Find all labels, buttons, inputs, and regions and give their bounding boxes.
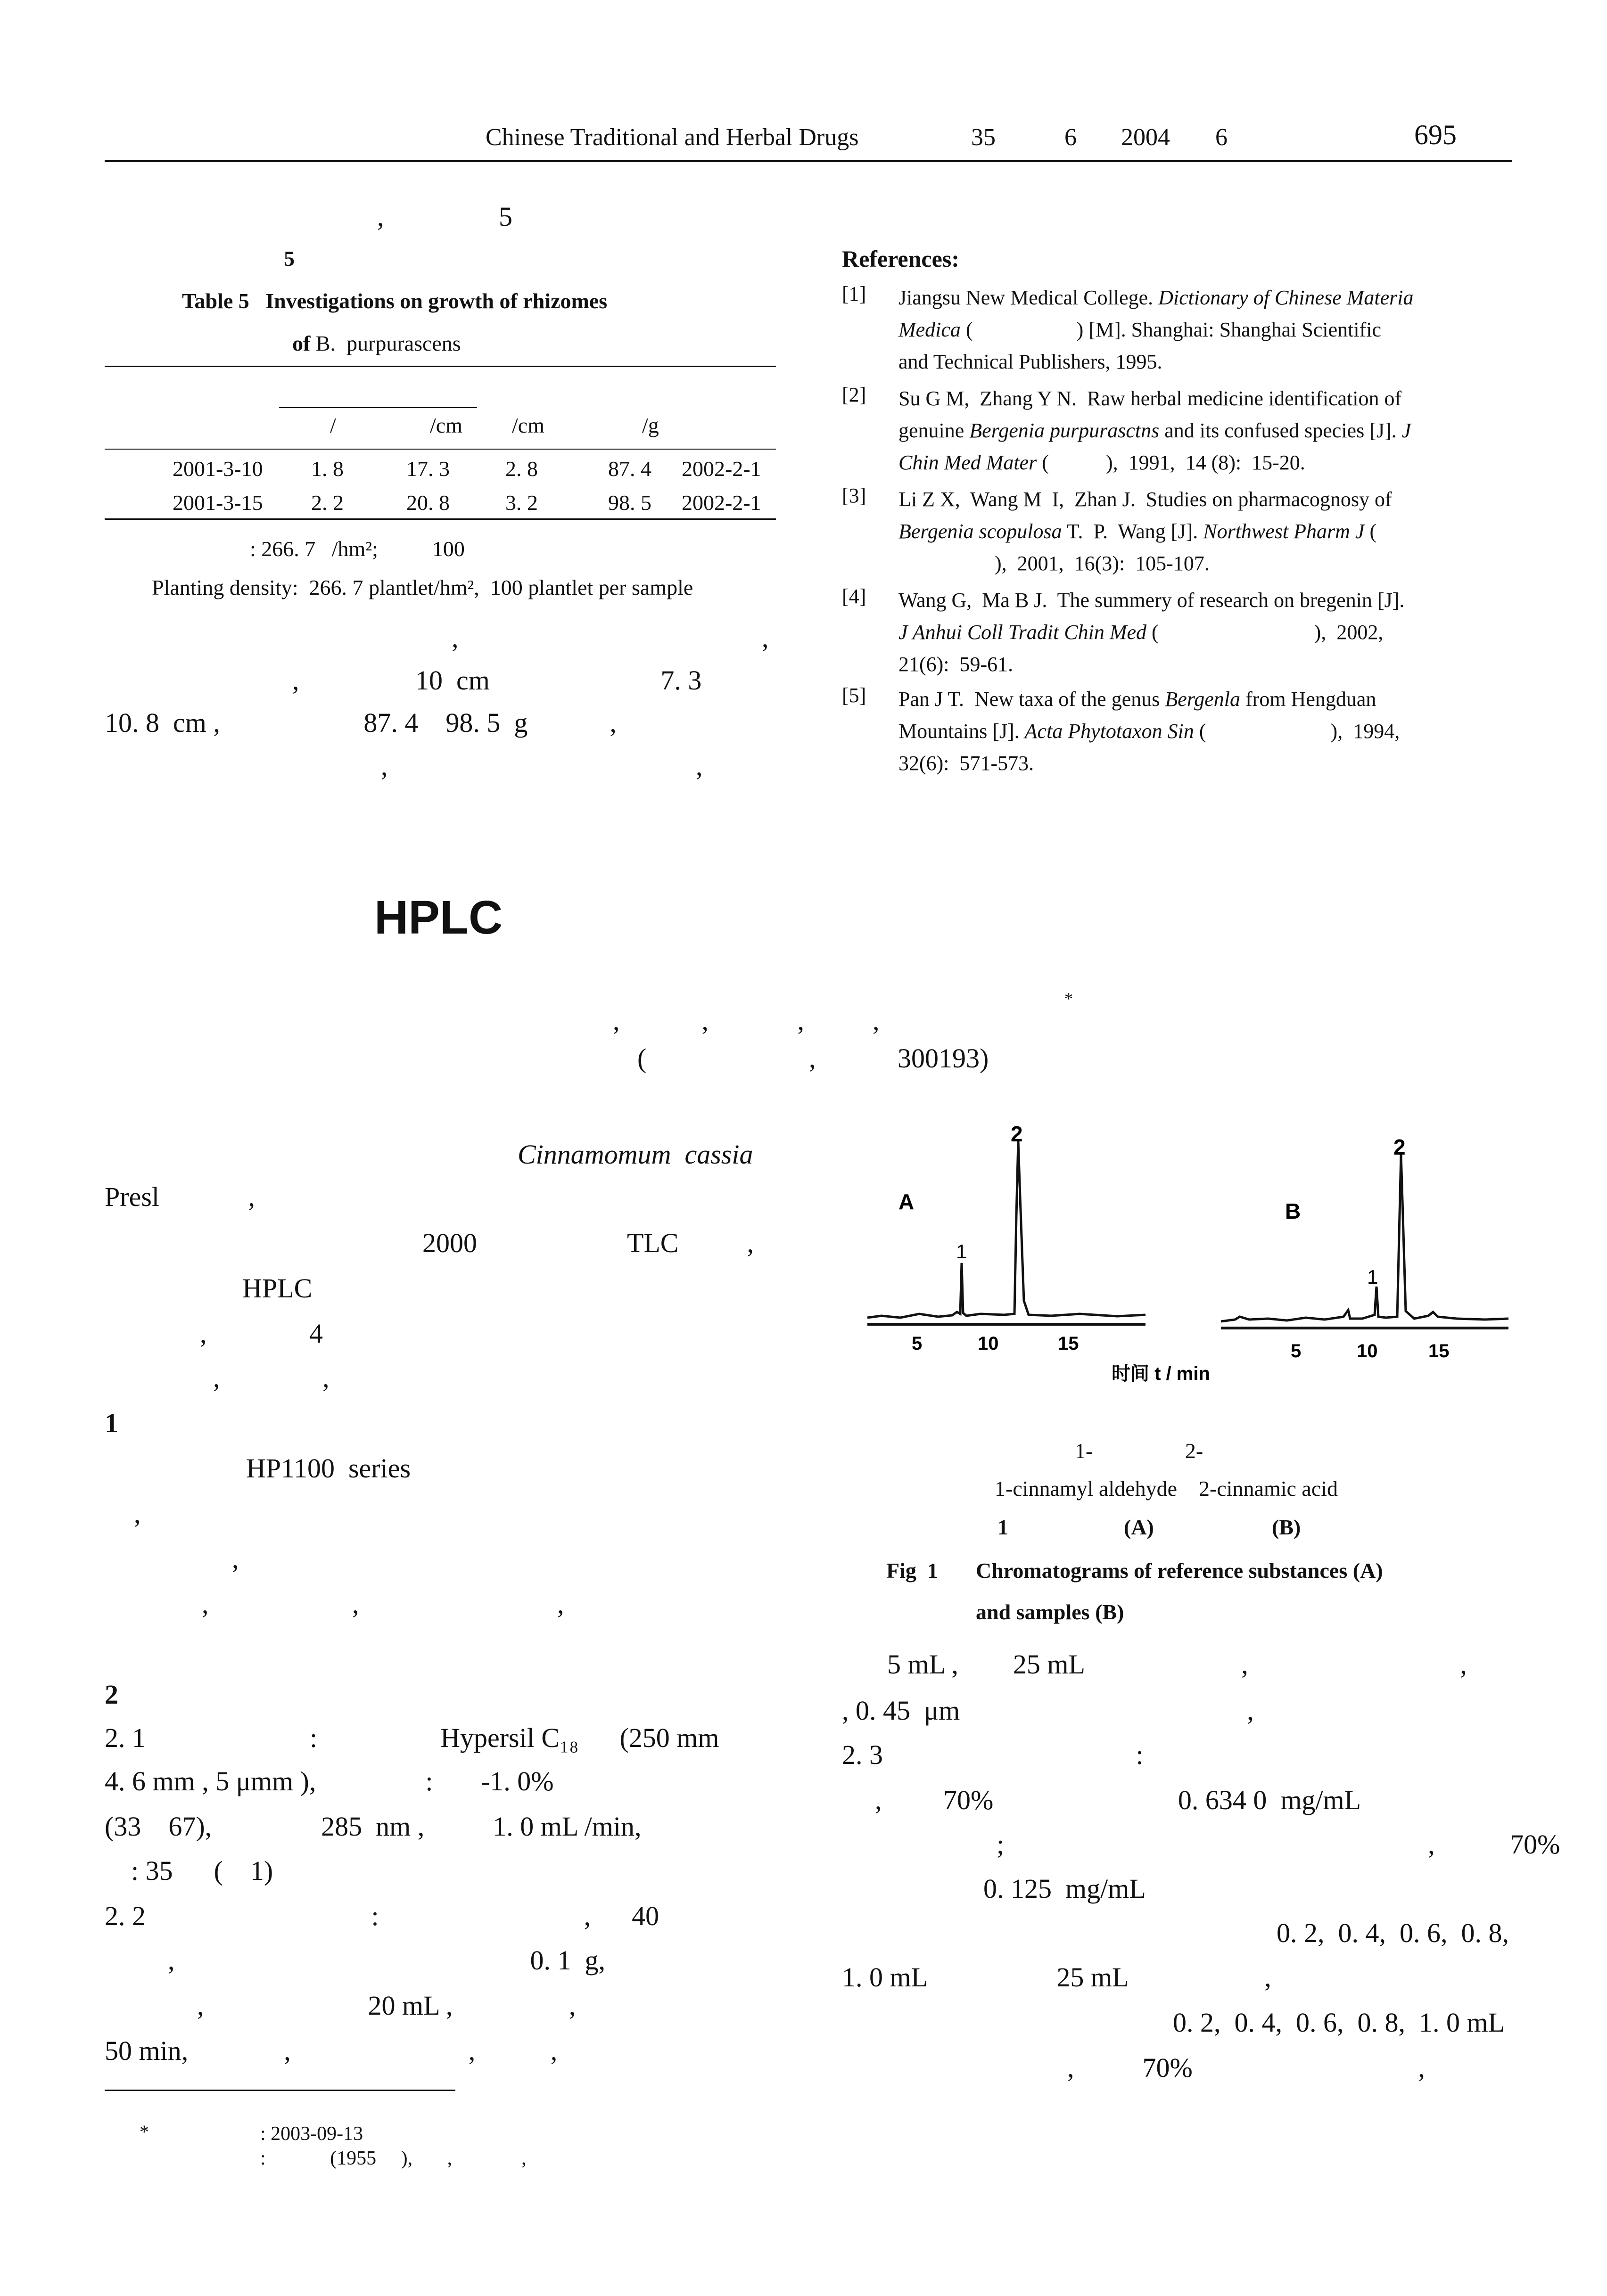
tick-label: 5 xyxy=(1291,1341,1302,1361)
panel-label-b: B xyxy=(1285,1199,1301,1223)
text-line: , 20 mL , , xyxy=(197,1990,576,2021)
issue-number: 6 xyxy=(1064,124,1077,151)
figure-legend: 1- 2- xyxy=(1075,1439,1203,1463)
figure-caption-b: (B) xyxy=(1272,1515,1301,1539)
page-number: 695 xyxy=(1414,119,1457,150)
panel-label-a: A xyxy=(898,1189,915,1214)
text-line: , , , xyxy=(202,1589,564,1619)
reference-number: [3] xyxy=(842,484,866,507)
author-asterisk: * xyxy=(1064,989,1073,1008)
reference-text: Li Z X, Wang M I, Zhan J. Studies on pharmacognosy of xyxy=(898,488,1392,511)
text-line: 10. 8 cm , 87. 4 98. 5 g , xyxy=(105,707,617,738)
text-line: , , xyxy=(213,1362,330,1393)
section-heading: 2 xyxy=(105,1679,118,1710)
footnote-line: : (1955 ), , , xyxy=(260,2148,527,2169)
table-header-rule xyxy=(105,449,776,450)
column-header: / xyxy=(330,413,336,437)
text-line: , 70% 0. 634 0 mg/mL xyxy=(875,1785,1361,1815)
peak-label-2a: 2 xyxy=(1011,1122,1023,1146)
table-cell: 98. 5 xyxy=(608,491,651,515)
table-cell: 2002-2-1 xyxy=(682,457,761,481)
table-title-species: of B. purpurascens xyxy=(292,331,461,355)
text-line: 1. 0 mL 25 mL , xyxy=(842,1962,1271,1993)
text-line: HP1100 series xyxy=(246,1453,411,1484)
table-top-rule xyxy=(105,366,776,367)
affiliation-comma: , xyxy=(809,1043,816,1074)
text-line: 2000 TLC , xyxy=(422,1228,754,1258)
figure-caption-number: 1 xyxy=(997,1515,1008,1539)
reference-text: 32(6): 571-573. xyxy=(898,752,1034,775)
text-line: , xyxy=(134,1498,141,1529)
text-line: , 4 xyxy=(200,1318,323,1349)
figure-caption-en: and samples (B) xyxy=(976,1600,1124,1624)
trace-b xyxy=(1221,1155,1508,1321)
reference-number: [4] xyxy=(842,585,866,608)
text-line: 5 xyxy=(499,201,512,232)
text-line: : 35 ( 1) xyxy=(131,1855,273,1886)
footnote-marker: * xyxy=(140,2121,149,2142)
reference-text: Bergenia scopulosa T. P. Wang [J]. Northwest Pharm J ( xyxy=(898,520,1377,543)
reference-text: Wang G, Ma B J. The summery of research on bregenin [J]. xyxy=(898,589,1405,612)
reference-text: Medica ( ) [M]. Shanghai: Shanghai Scientific xyxy=(898,318,1382,341)
postal-code: 300193) xyxy=(898,1043,989,1074)
x-axis-label: 时间 t / min xyxy=(1112,1363,1210,1384)
text-line: 5 mL , 25 mL , , xyxy=(887,1649,1467,1680)
author-list: , , , , xyxy=(613,1005,880,1036)
table-cell: 2001-3-10 xyxy=(173,457,263,481)
table-number: 5 xyxy=(284,246,295,271)
affiliation-open: ( xyxy=(637,1043,647,1074)
figure-caption-en: Chromatograms of reference substances (A) xyxy=(976,1558,1383,1583)
text-line: (33 67), 285 nm , 1. 0 mL /min, xyxy=(105,1811,642,1842)
reference-text: 21(6): 59-61. xyxy=(898,653,1014,676)
subsection-line: 2. 2 : , 40 xyxy=(105,1901,659,1931)
reference-text: J Anhui Coll Tradit Chin Med ( ), 2002, xyxy=(898,621,1384,644)
text-line: 50 min, , , , xyxy=(105,2035,558,2066)
text-line: 0. 125 mg/mL xyxy=(983,1873,1146,1904)
column-header: /cm xyxy=(512,413,544,437)
table-cell: 3. 2 xyxy=(505,491,538,515)
table-cell: 17. 3 xyxy=(406,457,450,481)
table-cell: 1. 8 xyxy=(311,457,344,481)
peak-label-2b: 2 xyxy=(1393,1135,1406,1159)
text-line: ; , 70% xyxy=(997,1829,1560,1860)
article-title: HPLC xyxy=(374,891,503,944)
column-header: /g xyxy=(642,413,659,437)
reference-text: Su G M, Zhang Y N. Raw herbal medicine identification of xyxy=(898,387,1402,410)
species-name: Cinnamomum cassia xyxy=(518,1139,753,1170)
section-heading: 1 xyxy=(105,1408,118,1438)
text-line: HPLC xyxy=(242,1273,313,1304)
reference-number: [5] xyxy=(842,684,866,707)
table-note-en: Planting density: 266. 7 plantlet/hm², 100 plantlet per sample xyxy=(152,575,693,599)
table-cell: 2001-3-15 xyxy=(173,491,263,515)
tick-label: 15 xyxy=(1058,1333,1079,1354)
header-rule xyxy=(105,160,1512,162)
text-line: , 10 cm 7. 3 xyxy=(292,665,702,696)
reference-text: Pan J T. New taxa of the genus Bergenla from Hengduan xyxy=(898,688,1376,711)
text-line: , xyxy=(762,623,769,653)
text-line: , xyxy=(232,1543,239,1574)
subsection-line: 2. 3 : xyxy=(842,1739,1144,1770)
tick-label: 5 xyxy=(912,1333,923,1354)
tick-label: 10 xyxy=(978,1333,999,1354)
column-header: /cm xyxy=(430,413,462,437)
year: 2004 xyxy=(1121,124,1170,151)
subsection-line: 2. 1 : Hypersil C₁₈ (250 mm xyxy=(105,1722,719,1753)
figure-legend-en: 1-cinnamyl aldehyde 2-cinnamic acid xyxy=(995,1476,1338,1501)
peak-label-1a: 1 xyxy=(956,1240,967,1263)
volume-number: 35 xyxy=(971,124,996,151)
figure-caption-a: (A) xyxy=(1124,1515,1154,1539)
reference-number: [1] xyxy=(842,282,866,305)
table-cell: 2. 8 xyxy=(505,457,538,481)
text-line: , 0. 1 g, xyxy=(168,1945,605,1976)
footnote-line: : 2003-09-13 xyxy=(260,2123,363,2145)
reference-text: genuine Bergenia purpurasctns and its confused species [J]. J xyxy=(898,419,1411,442)
tick-label: 10 xyxy=(1357,1341,1378,1361)
text-line: , 70% , xyxy=(1067,2052,1425,2083)
table-span-rule xyxy=(279,407,477,408)
text-line: , xyxy=(452,623,459,653)
table-note: : 266. 7 /hm²; 100 xyxy=(250,537,465,561)
table-bottom-rule xyxy=(105,518,776,520)
reference-text: Mountains [J]. Acta Phytotaxon Sin ( ), 1994, xyxy=(898,720,1400,743)
reference-number: [2] xyxy=(842,383,866,406)
reference-text: and Technical Publishers, 1995. xyxy=(898,350,1162,373)
journal-name: Chinese Traditional and Herbal Drugs xyxy=(486,124,859,151)
table-cell: 2002-2-1 xyxy=(682,491,761,515)
text-line: , 0. 45 μm , xyxy=(842,1695,1254,1726)
trace-a xyxy=(867,1141,1146,1318)
table-cell: 87. 4 xyxy=(608,457,651,481)
text-line: Presl , xyxy=(105,1181,255,1212)
month: 6 xyxy=(1215,124,1228,151)
chromatogram-figure xyxy=(863,1122,1513,1386)
tick-label: 15 xyxy=(1428,1341,1450,1361)
text-line: , xyxy=(381,751,388,781)
reference-text: Chin Med Mater ( ), 1991, 14 (8): 15-20. xyxy=(898,451,1305,474)
references-heading: References: xyxy=(842,246,959,272)
table-title: Table 5 Investigations on growth of rhizomes xyxy=(182,289,608,313)
figure-caption-label: Fig 1 xyxy=(886,1558,938,1583)
text-line: 4. 6 mm , 5 μmm ), : -1. 0% xyxy=(105,1766,554,1796)
table-cell: 20. 8 xyxy=(406,491,450,515)
table-cell: 2. 2 xyxy=(311,491,344,515)
text-line: 0. 2, 0. 4, 0. 6, 0. 8, xyxy=(1277,1918,1509,1948)
reference-text: Jiangsu New Medical College. Dictionary of Chinese Materia xyxy=(898,286,1414,309)
text-line: , xyxy=(377,201,384,232)
footnote-rule xyxy=(105,2090,455,2091)
peak-label-1b: 1 xyxy=(1367,1266,1378,1288)
text-line: 0. 2, 0. 4, 0. 6, 0. 8, 1. 0 mL xyxy=(1173,2007,1505,2038)
reference-text: ), 2001, 16(3): 105-107. xyxy=(995,552,1210,575)
text-line: , xyxy=(696,751,703,781)
